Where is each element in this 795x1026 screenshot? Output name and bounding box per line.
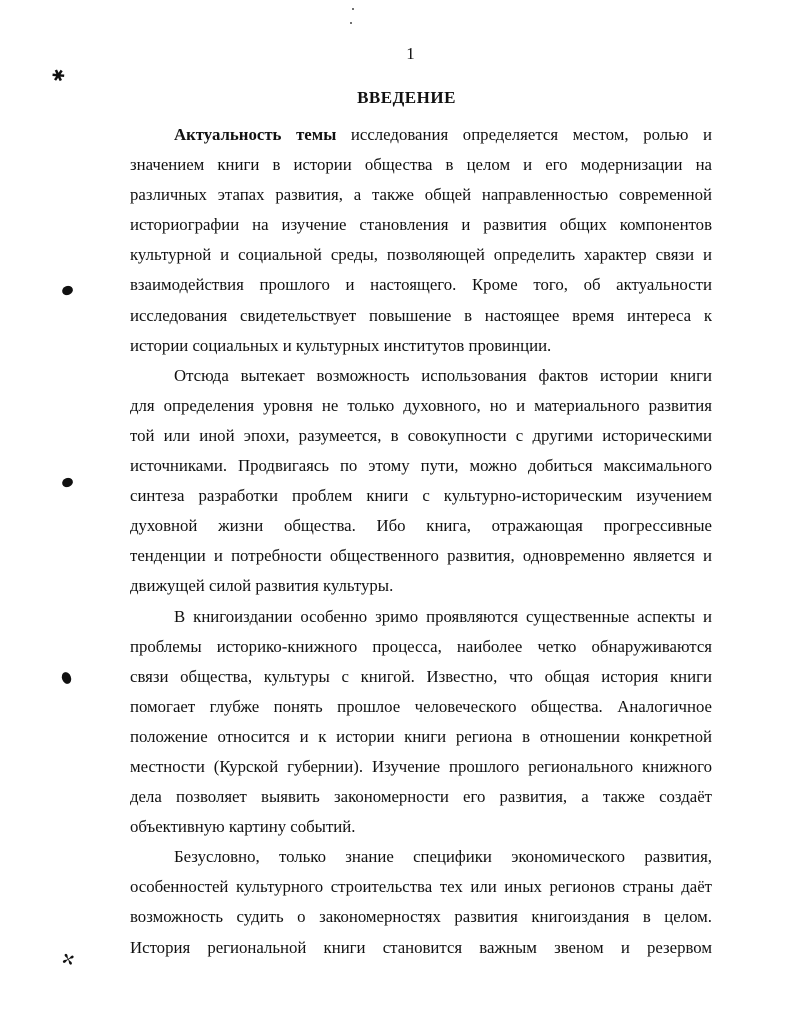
document-body (130, 120, 712, 963)
line-text: движущей силой развития культуры. (130, 576, 394, 596)
scan-mark-bottom-left: ✢ (58, 949, 80, 972)
line-text: для определения уровня не только духовного, но и материального развития (130, 395, 712, 415)
line-text: Отсюда вытекает возможность использования фактов истории книги (174, 365, 712, 385)
text-line (130, 782, 712, 812)
line-text: историографии на изучение становления и развития общих компонентов (130, 215, 712, 235)
line-text: духовной жизни общества. Ибо книга, отражающая прогрессивные (130, 516, 712, 536)
text-line (130, 361, 712, 391)
line-text: источниками. Продвигаясь по этому пути, можно добиться максимального (130, 456, 712, 476)
line-text: помогает глубже понять прошлое человеческого общества. Аналогичное (130, 696, 712, 716)
text-line (130, 933, 712, 963)
text-line (130, 812, 712, 842)
text-line (130, 842, 712, 872)
line-text: тенденции и потребности общественного развития, одновременно является и (130, 546, 712, 566)
page-title: ВВЕДЕНИЕ (357, 88, 456, 107)
text-line (130, 602, 712, 632)
line-text: дела позволяет выявить закономерности его развития, а также создаёт (130, 787, 712, 807)
line-text: той или иной эпохи, разумеется, в совокупности с другими историческими (130, 425, 712, 445)
line-text: Безусловно, только знание специфики экономического развития, (174, 847, 712, 867)
text-line (130, 150, 712, 180)
line-text: положение относится и к истории книги региона в отношении конкретной (130, 726, 712, 746)
text-line (130, 210, 712, 240)
text-line (130, 240, 712, 270)
line-text: взаимодействия прошлого и настоящего. Кроме того, об актуальности (130, 275, 712, 295)
line-text: проблемы историко-книжного процесса, наиболее четко обнаруживаются (130, 636, 712, 656)
scan-dot (61, 284, 74, 296)
text-line (130, 120, 712, 150)
text-line (130, 301, 712, 331)
line-text: значением книги в истории общества в целом и его модернизации на (130, 155, 712, 175)
text-line (130, 722, 712, 752)
text-line (130, 391, 712, 421)
line-text: объективную картину событий. (130, 817, 356, 837)
line-text: истории социальных и культурных институтов провинции. (130, 335, 552, 355)
text-line (130, 902, 712, 932)
line-text: местности (Курской губернии). Изучение прошлого регионального книжного (130, 756, 712, 776)
line-text: синтеза разработки проблем книги с культурно-историческим изучением (130, 486, 712, 506)
text-line (130, 421, 712, 451)
text-line (130, 752, 712, 782)
emphasis-text: Актуальность темы (174, 125, 337, 144)
text-line (130, 571, 712, 601)
line-text: В книгоиздании особенно зримо проявляются существенные аспекты и (174, 606, 712, 626)
line-text: связи общества, культуры с книгой. Известно, что общая история книги (130, 666, 712, 686)
scan-dot (60, 671, 73, 685)
scan-mark-top-left: ✱ (49, 65, 69, 87)
text-line (130, 180, 712, 210)
text-line (130, 481, 712, 511)
text-line (130, 632, 712, 662)
line-text: особенностей культурного строительства тех или иных регионов страны даёт (130, 877, 712, 897)
text-line (130, 451, 712, 481)
line-text: возможность судить о закономерностях развития книгоиздания в целом. (130, 907, 712, 927)
text-line (130, 270, 712, 300)
line-text: исследования свидетельствует повышение в настоящее время интереса к (130, 305, 712, 325)
text-line (130, 692, 712, 722)
page-number: 1 (406, 44, 415, 63)
scan-dot (61, 476, 74, 488)
line-text: История региональной книги становится важным звеном и резервом (130, 937, 712, 957)
text-line (130, 541, 712, 571)
text-line (130, 872, 712, 902)
scan-speck (352, 8, 354, 10)
scan-speck (350, 22, 352, 24)
text-line (130, 511, 712, 541)
text-line (130, 331, 712, 361)
line-text: культурной и социальной среды, позволяющей определить характер связи и (130, 245, 712, 265)
line-text: различных этапах развития, а также общей направленностью современной (130, 185, 712, 205)
text-line (130, 662, 712, 692)
line-text: исследования определяется местом, ролью и (336, 125, 712, 144)
